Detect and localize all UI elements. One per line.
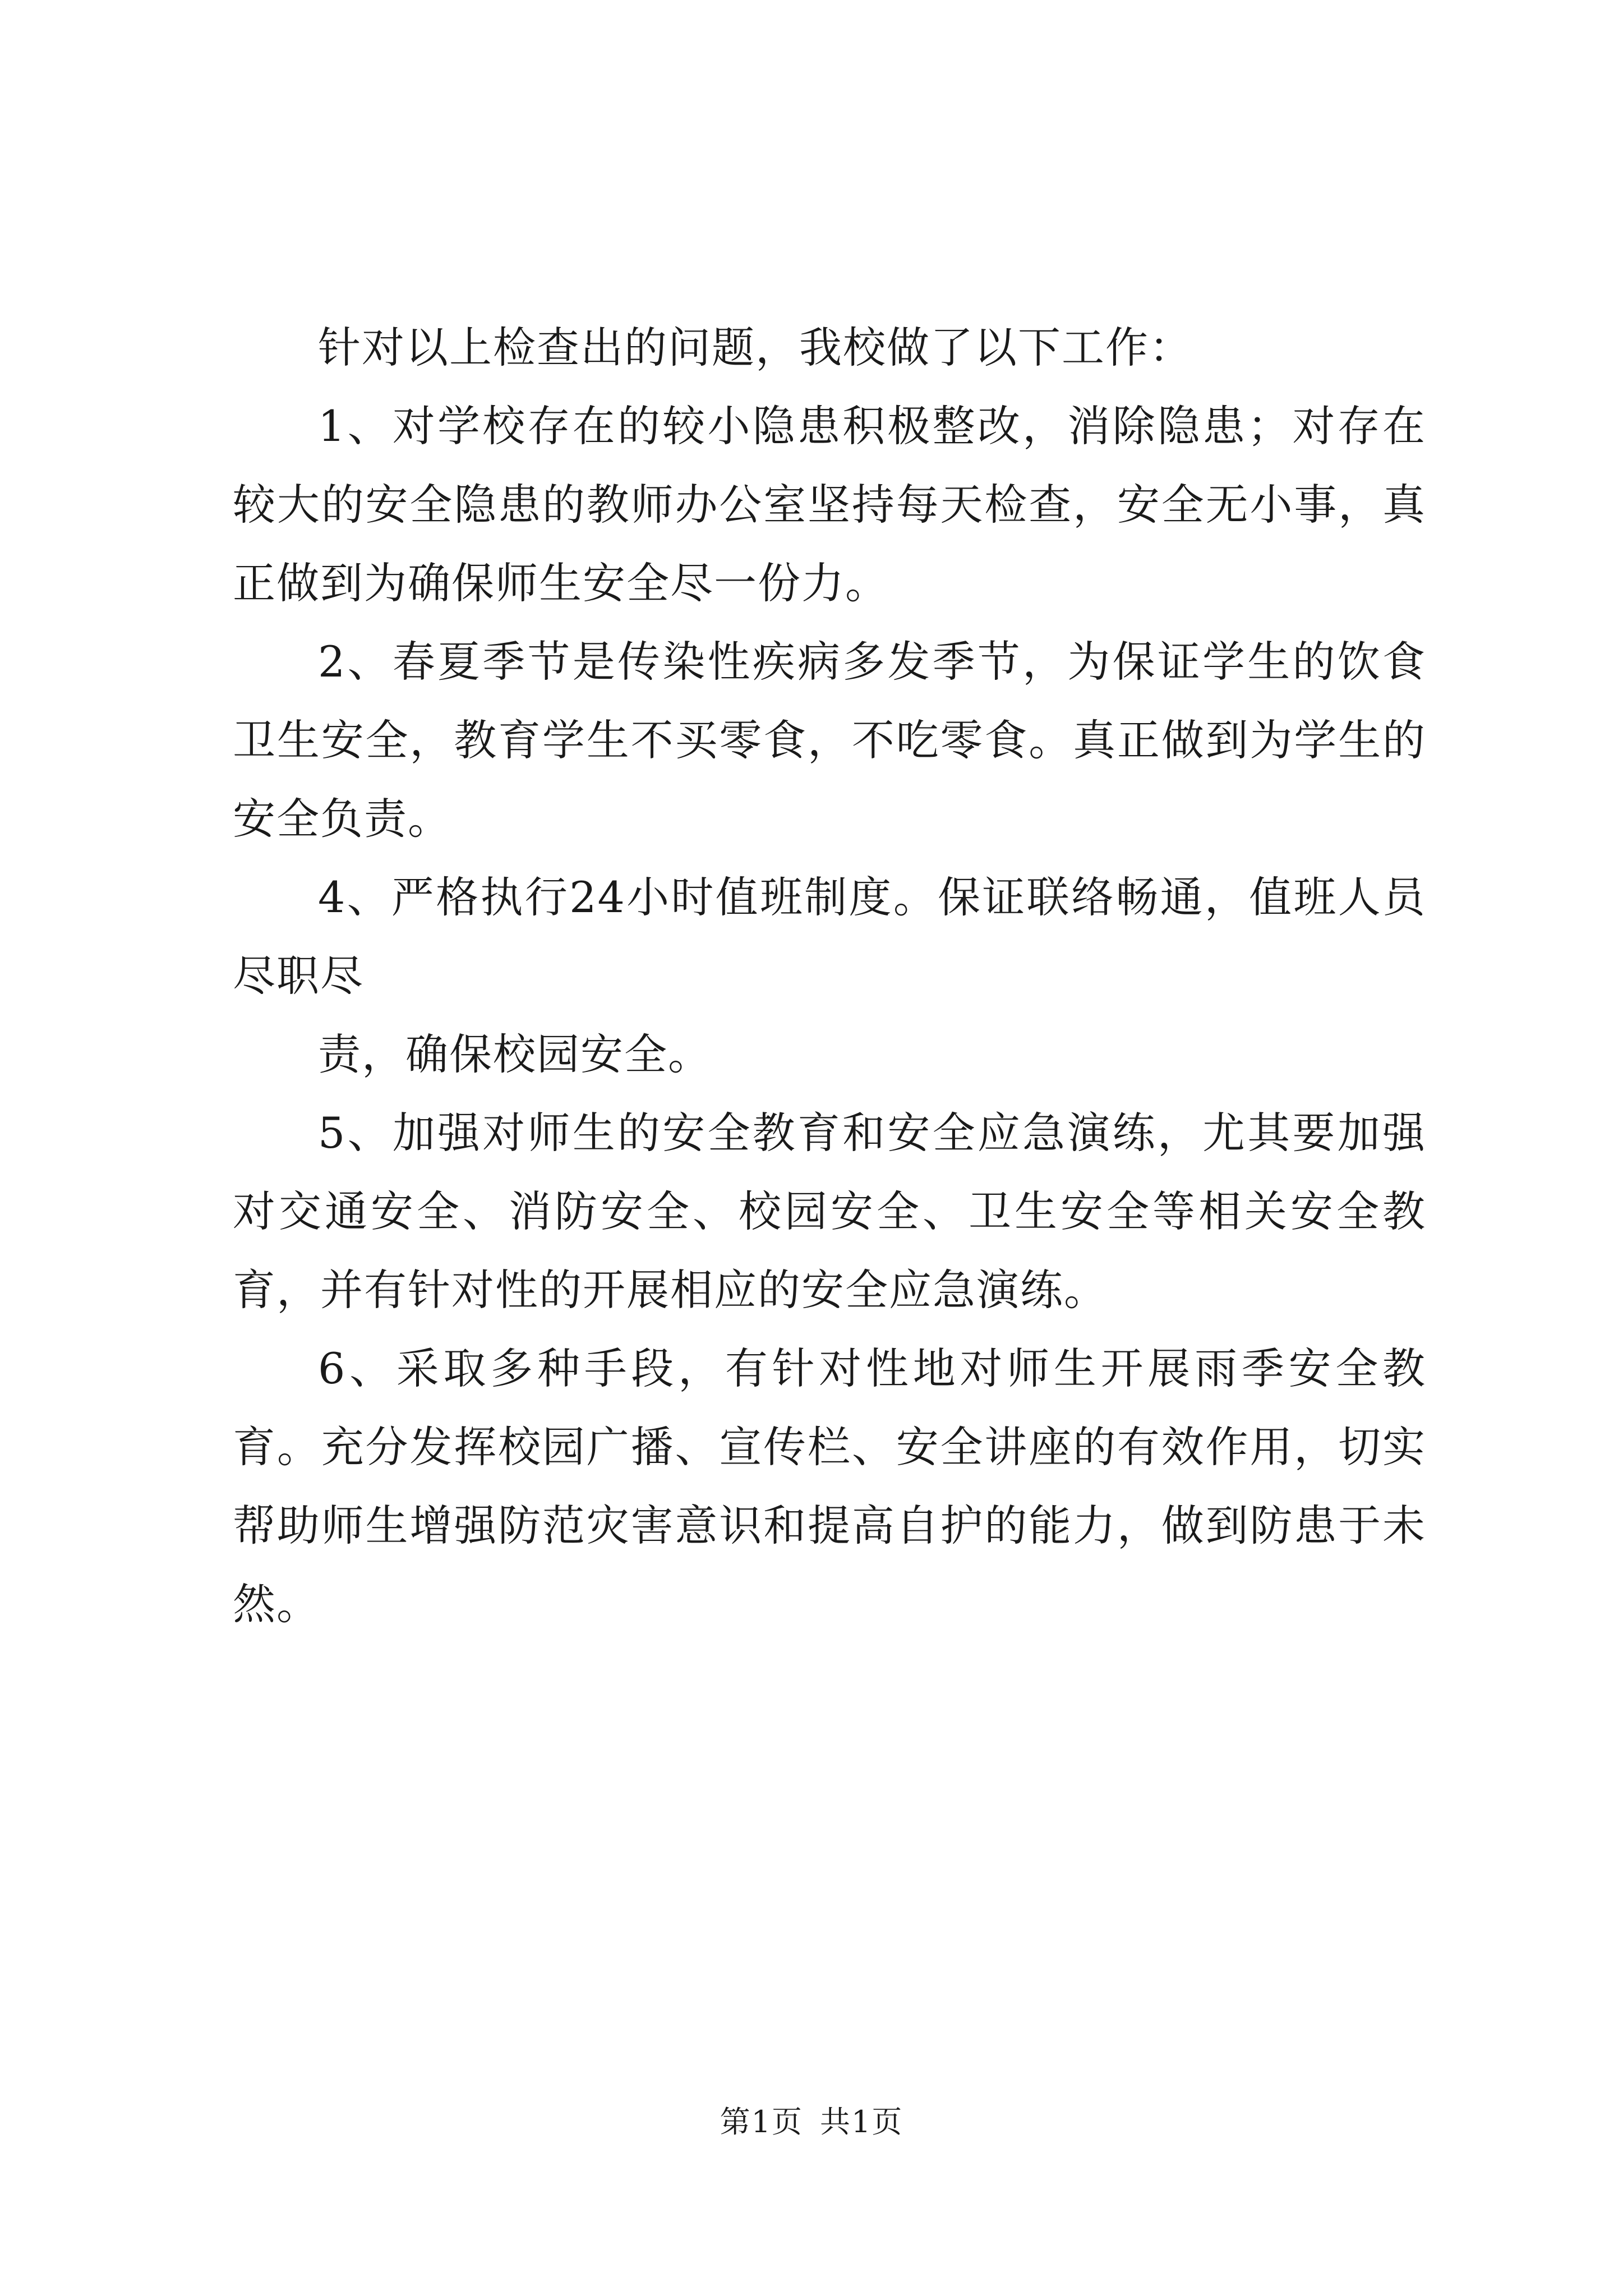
page-total: 共1页 [820,2104,903,2139]
page-number: 第1页 [720,2104,803,2139]
paragraph-item-4: 4、严格执行24小时值班制度。保证联络畅通，值班人员尽职尽 [233,872,1426,1001]
paragraph-item-1: 1、对学校存在的较小隐患积极整改，消除隐患；对存在较大的安全隐患的教师办公室坚持每天检查，安全无小事，真正做到为确保师生安全尽一份力。 [233,401,1426,608]
document-body [233,309,1426,1644]
page-footer [0,2098,1623,2141]
paragraph-item-2: 2、春夏季节是传染性疾病多发季节，为保证学生的饮食卫生安全，教育学生不买零食，不吃零食。真正做到为学生的安全负责。 [233,637,1426,844]
paragraph-intro: 针对以上检查出的问题，我校做了以下工作： [318,323,1193,372]
paragraph-item-4-continued: 责，确保校园安全。 [318,1029,712,1079]
paragraph-item-6: 6、采取多种手段，有针对性地对师生开展雨季安全教育。充分发挥校园广播、宣传栏、安全讲座的有效作用，切实帮助师生增强防范灾害意识和提高自护的能力，做到防患于未然。 [233,1343,1426,1629]
paragraph-item-5: 5、加强对师生的安全教育和安全应急演练，尤其要加强对交通安全、消防安全、校园安全、卫生安全等相关安全教育，并有针对性的开展相应的安全应急演练。 [233,1108,1426,1315]
